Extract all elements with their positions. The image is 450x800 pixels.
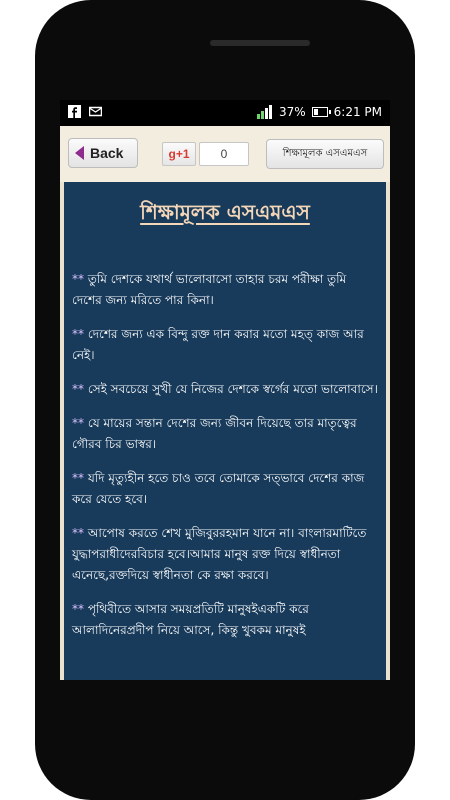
sms-text: দেশের জন্য এক বিন্দু রক্ত দান করার মতো মহত্ কাজ আর নেই। <box>72 327 364 362</box>
sms-item <box>72 599 378 641</box>
app-screen <box>60 100 390 680</box>
sms-bullet: ** <box>72 471 84 485</box>
sms-item <box>72 468 378 510</box>
sms-bullet: ** <box>72 327 84 341</box>
sms-item <box>72 379 378 400</box>
signal-icon <box>257 105 273 119</box>
sms-content-panel[interactable] <box>64 182 386 680</box>
google-plus-one-button[interactable]: g+1 <box>162 142 196 166</box>
facebook-icon <box>68 105 81 118</box>
toolbar <box>60 126 390 182</box>
back-button[interactable] <box>68 138 138 168</box>
sms-item <box>72 413 378 455</box>
category-title-button[interactable]: শিক্ষামূলক এসএমএস <box>266 139 384 169</box>
sms-item <box>72 523 378 586</box>
sms-bullet: ** <box>72 272 84 286</box>
mail-icon <box>89 105 102 118</box>
sms-text: যে মায়ের সন্তান দেশের জন্য জীবন দিয়েছে তার মাতৃত্বের গৌরব চির ভাস্বর। <box>72 416 357 451</box>
battery-icon <box>312 107 328 117</box>
back-label: Back <box>90 145 124 161</box>
sms-bullet: ** <box>72 416 84 430</box>
sms-item <box>72 324 378 366</box>
sms-list <box>64 269 386 641</box>
plus-one-count: 0 <box>199 142 249 166</box>
clock: 6:21 PM <box>333 105 382 119</box>
page-title: শিক্ষামূলক এসএমএস <box>140 200 310 224</box>
speaker-slot <box>210 40 310 46</box>
sms-item <box>72 269 378 311</box>
sms-bullet: ** <box>72 602 84 616</box>
sms-bullet: ** <box>72 526 84 540</box>
battery-percent: 37% <box>278 105 306 119</box>
sms-text: পৃথিবীতে আসার সময়প্রতিটি মানুষইএকটি করে আলাদিনেরপ্রদীপ নিয়ে আসে, কিন্তু খুবকম মানুষই <box>72 602 309 637</box>
sms-bullet: ** <box>72 382 84 396</box>
back-arrow-icon <box>75 146 84 160</box>
sms-text: যদি মৃত্যুহীন হতে চাও তবে তোমাকে সত্ভাবে দেশের কাজ করে যেতে হবে। <box>72 471 365 506</box>
status-bar <box>60 100 390 126</box>
sms-text: আপোষ করতে শেখ মুজিবুররহমান যানে না। বাংলারমাটিতে যুদ্ধাপরাধীদেরবিচার হবে।আমার মানুষ রক্ত দিয়ে স্বাধীনতা এনেছে,রক্তদিয়ে স্বাধীনতা কে রক্ষা করবে। <box>72 526 367 582</box>
sms-text: তুমি দেশকে যথার্থ ভালোবাসো তাহার চরম পরীক্ষা তুমি দেশের জন্য মরিতে পার কিনা। <box>72 272 347 307</box>
sms-text: সেই সবচেয়ে সুখী যে নিজের দেশকে স্বর্গের মতো ভালোবাসে। <box>87 382 378 396</box>
